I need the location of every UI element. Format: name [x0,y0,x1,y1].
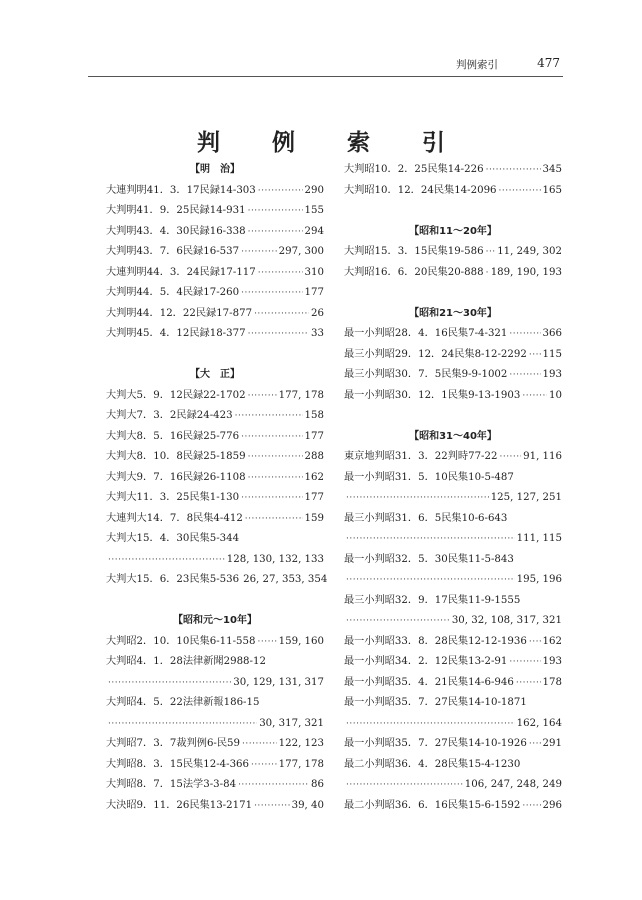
right-column [344,160,562,816]
index-entry [106,529,324,550]
index-entry [344,324,562,345]
page-ref: 162 [304,471,324,483]
case-citation: 最一小判昭30．12．1民集9-13-1903 [344,389,521,401]
case-citation: 東京地判昭31．3．22判時77-22 [344,451,498,462]
page-ref: 33 [311,328,324,339]
case-citation: 大判明43．4．30民録16-338 [106,225,246,237]
index-entry-continuation [106,673,324,694]
index-entry [344,263,562,284]
page-ref: 162, 164 [516,717,562,729]
page-ref: 297, 300 [278,246,324,257]
case-citation: 大判昭4．1．28法律新聞2988-12 [106,656,266,667]
case-citation: 最三小判昭32．9．17民集11-9-1555 [344,594,521,606]
case-citation: 大判昭10．2．25民集14-226 [344,164,484,175]
page-ref: 10 [549,389,562,401]
case-citation: 大判大5．9．12民録22-1702 [106,389,246,401]
index-entry [106,304,324,325]
case-citation: 大判大9．7．16民録26-1108 [106,471,246,483]
index-entry [106,427,324,448]
case-citation: 大決昭9．11．26民集13-2171 [106,799,253,811]
index-entry [106,263,324,284]
page-ref: 366 [542,328,562,339]
case-citation: 最三小判昭29．12．24民集8-12-2292 [344,348,527,360]
page-ref: 26, 27, 353, 354 [243,574,328,585]
index-entry [106,734,324,755]
index-entry-continuation [344,570,562,591]
index-entry [344,345,562,366]
case-citation: 最一小判昭31．5．10民集10-5-487 [344,471,514,483]
section-heading-showa-31-40: 【昭和31～40年】 [409,430,497,442]
page-title: 判 例 索 引 [196,129,468,156]
page-ref: 165 [542,184,562,196]
page-ref: 128, 130, 132, 133 [226,553,324,565]
page-ref: 177, 178 [278,758,324,770]
case-citation: 最二小判昭36．4．28民集15-4-1230 [344,758,521,770]
index-entry [106,652,324,673]
page-ref: 155 [304,205,324,216]
index-entry [106,242,324,263]
case-citation: 最一小判昭33．8．28民集12-12-1936 [344,635,527,647]
index-entry-continuation [344,488,562,509]
case-citation: 大判明44．12．22民録17-877 [106,307,253,319]
index-entry [106,468,324,489]
case-citation: 大連判明44．3．24民録17-117 [106,266,256,278]
page-ref: 30, 129, 131, 317 [233,676,324,688]
page-ref: 159, 160 [278,635,324,647]
index-entry [106,386,324,407]
section-heading-showa-1-10: 【昭和元～10年】 [173,615,257,626]
case-citation: 大判昭8．3．15民集12-4-366 [106,758,250,770]
index-entry [344,468,562,489]
case-citation: 大判明43．7．6民録16-537 [106,246,240,257]
page-ref: 294 [304,225,324,237]
case-citation: 大判昭10．12．24民集14-2096 [344,184,497,196]
index-entry [106,181,324,202]
case-citation: 大判大8．10．8民録25-1859 [106,451,246,462]
index-entry [344,550,562,571]
case-citation: 大判明44．5．4民録17-260 [106,287,240,298]
case-citation: 大判大15．6．23民集5-536 [106,574,240,585]
page-ref: 177 [304,430,324,442]
index-entry-continuation [344,529,562,550]
page-ref: 158 [304,410,324,421]
index-entry [106,775,324,796]
page-ref: 193 [542,656,562,667]
index-entry [344,673,562,694]
index-entry [344,181,562,202]
page-number: 477 [537,56,560,70]
index-entry [106,693,324,714]
page-ref: 122, 123 [278,738,324,749]
index-entry [344,447,562,468]
page-ref: 290 [304,184,324,196]
index-entry [344,386,562,407]
index-entry [344,509,562,530]
case-citation: 大連判大14．7．8民集4-412 [106,512,243,524]
page-ref: 296 [542,799,562,811]
page-ref: 39, 40 [291,799,324,811]
page-ref: 177 [304,492,324,503]
case-citation: 最一小判昭32．5．30民集11-5-843 [344,553,514,565]
page-ref: 291 [542,738,562,749]
case-citation: 最三小判昭30．7．5民集9-9-1002 [344,369,508,380]
index-entry [106,406,324,427]
index-entry [344,796,562,817]
case-citation: 大判昭15．3．15民集19-586 [344,246,484,257]
index-entry [106,324,324,345]
case-citation: 最一小判昭35．4．21民集14-6-946 [344,676,514,688]
page-ref: 189, 190, 193 [490,266,562,278]
page-ref: 86 [311,779,324,790]
section-heading-showa-11-20: 【昭和11～20年】 [409,225,497,237]
page-ref: 30, 317, 321 [259,717,324,729]
case-citation: 大判大11．3．25民集1-130 [106,492,240,503]
index-entry-continuation [344,714,562,735]
case-citation: 大判明45．4．12民録18-377 [106,328,246,339]
index-entry [106,201,324,222]
case-citation: 大判昭7．3．7裁判例6-民59 [106,738,241,749]
index-entry [344,652,562,673]
section-heading-showa-21-30: 【昭和21～30年】 [409,307,497,319]
index-entry [106,283,324,304]
index-entry [106,488,324,509]
page-ref: 106, 247, 248, 249 [464,779,562,790]
page-ref: 177 [304,287,324,298]
page-ref: 159 [304,512,324,524]
page-ref: 288 [304,451,324,462]
case-citation: 大連判明41．3．17民録14-303 [106,184,256,196]
case-citation: 最三小判昭31．6．5民集10-6-643 [344,512,508,524]
index-entry [106,447,324,468]
index-entry [344,734,562,755]
page-ref: 91, 116 [523,451,562,462]
left-column [106,160,328,816]
index-entry [344,365,562,386]
page-ref: 193 [542,369,562,380]
index-entry [344,591,562,612]
page-ref: 26 [311,307,324,319]
page-ref: 11, 249, 302 [497,246,562,257]
index-entry [344,693,562,714]
index-entry [344,160,562,181]
index-entry-continuation [344,611,562,632]
index-entry [106,796,324,817]
index-entry [344,242,562,263]
section-heading-taisho: 【大 正】 [190,369,240,380]
page-ref: 195, 196 [516,574,562,585]
case-citation: 最一小判昭34．2．12民集13-2-91 [344,656,508,667]
case-citation: 最二小判昭36．6．16民集15-6-1592 [344,799,521,811]
page-ref: 345 [542,164,562,175]
header-rule [88,76,563,77]
page-ref: 310 [304,266,324,278]
running-header [456,56,560,72]
index-entry [106,222,324,243]
index-entry [344,632,562,653]
page-ref: 111, 115 [516,533,562,544]
index-entry [106,755,324,776]
index-entry [344,755,562,776]
index-entry [106,632,324,653]
page-ref: 30, 32, 108, 317, 321 [451,615,562,626]
page-ref: 162 [542,635,562,647]
case-citation: 大判大7．3．2民録24-423 [106,410,233,421]
case-citation: 大判昭8．7．15法学3-3-84 [106,779,237,790]
section-heading-meiji: 【明 治】 [190,164,240,175]
case-citation: 大判昭2．10．10民集6-11-558 [106,635,256,647]
index-entry-continuation [106,714,324,735]
index-entry [106,509,324,530]
case-citation: 最一小判昭35．7．27民集14-10-1926 [344,738,527,749]
case-citation: 大判大8．5．16民録25-776 [106,430,240,442]
case-citation: 大判昭4．5．22法律新報186-15 [106,697,260,708]
index-entry-continuation [106,550,324,571]
case-citation: 最一小判昭28．4．16民集7-4-321 [344,328,508,339]
page-ref: 115 [542,348,562,360]
header-label: 判例索引 [456,59,498,71]
case-citation: 最一小判昭35．7．27民集14-10-1871 [344,697,527,708]
page-ref: 178 [542,676,562,688]
page-ref: 177, 178 [278,389,324,401]
index-entry [106,570,328,591]
case-citation: 大判昭16．6．20民集20-888 [344,266,484,278]
case-citation: 大判明41．9．25民録14-931 [106,205,246,216]
case-citation: 大判大15．4．30民集5-344 [106,533,240,544]
index-entry-continuation [344,775,562,796]
page-ref: 125, 127, 251 [490,492,562,503]
